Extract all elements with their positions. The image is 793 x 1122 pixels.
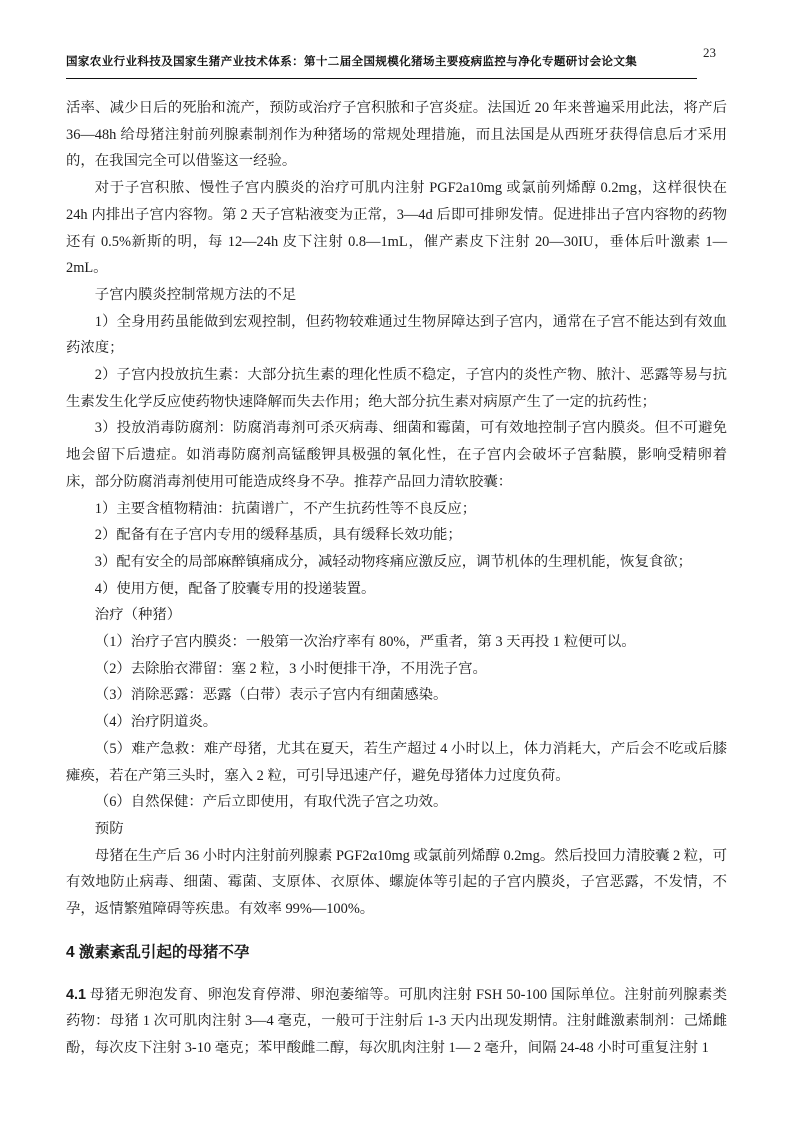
subsection-number: 4.1 (66, 986, 87, 1003)
paragraph-prevention-title: 预防 (94, 820, 124, 837)
header-rule (66, 78, 697, 79)
paragraph-capsule-feature-1: 1）主要含植物精油：抗菌谱广，不产生抗药性等不良反应； (94, 500, 477, 517)
paragraph-capsule-feature-2: 2）配备有在子宫内专用的缓释基质，具有缓释长效功能； (94, 527, 462, 544)
paragraph-shortcoming-2: 2）子宫内投放抗生素：大部分抗生素的理化性质不稳定，子宫内的炎性产物、脓汁、恶露等易与抗生素发生化学反应使药物快速降解而失去作用；绝大部分抗生素对病原产生了一定的抗药性； (66, 367, 727, 410)
paragraph-shortcomings-title: 子宫内膜炎控制常规方法的不足 (94, 286, 297, 303)
paragraph-treatment-5: （5）难产急救：难产母猪，尤其在夏天，若生产超过 4 小时以上，体力消耗大，产后会不吃或后膝瘫痪，若在产第三头时，塞入 2 粒，可引导迅速产仔，避免母猪体力过度负荷。 (66, 740, 727, 784)
paragraph-pgf2-treatment: 对于子宫积脓、慢性子宫内膜炎的治疗可肌内注射 PGF2a10mg 或氯前列烯醇 0.2mg，这样很快在 24h 内排出子宫内容物。第 2 天子宫粘液变为正常，3—4d 后即可排卵发情。促进排出子宫内容物的药物还有 0.5%新斯的明，每 12—24h 皮下注射 0.8—1mL，催产素皮下注射 20—30IU，垂体后叶激素 1—2mL。 (66, 180, 727, 277)
paragraph-capsule-feature-4: 4）使用方便，配备了胶囊专用的投递装置。 (94, 580, 376, 597)
paragraph-treatment-title: 治疗（种猪） (94, 607, 182, 624)
section-heading-4: 4 激素紊乱引起的母猪不孕 (66, 943, 250, 961)
paragraph-continuation: 活率、减少日后的死胎和流产，预防或治疗子宫积脓和子宫炎症。法国近 20 年来普遍采用此法，将产后 36—48h 给母猪注射前列腺素制剂作为种猪场的常规处理措施，而且法国是从西班牙获得信息后才采用的，在我国完全可以借鉴这一经验。 (66, 100, 727, 170)
paragraph-treatment-3: （3）消除恶露：恶露（白带）表示子宫内有细菌感染。 (94, 687, 448, 704)
paragraph-prevention: 母猪在生产后 36 小时内注射前列腺素 PGF2α10mg 或氯前列烯醇 0.2mg。然后投回力清胶囊 2 粒，可有效地防止病毒、细菌、霉菌、支原体、衣原体、螺旋体等引起的子宫内膜炎，子宫恶露，不发情，不孕，返情繁殖障碍等疾患。有效率 99%—100%。 (66, 847, 727, 918)
paragraph-treatment-2: （2）去除胎衣滞留：塞 2 粒，3 小时便排干净，不用洗子宫。 (94, 660, 487, 677)
subsection-text: 母猪无卵泡发育、卵泡发育停滞、卵泡萎缩等。可肌肉注射 FSH 50-100 国际单位。注射前列腺素类药物：母猪 1 次可肌肉注射 3—4 毫克，一般可于注射后 1-3 天内出现发期情。注射雌激素制剂：己烯雌酚，每次皮下注射 3-10 毫克；苯甲酸雌二醇，每次肌肉注射 1— 2 毫升，间隔 24-48 小时可重复注射 1 (66, 986, 727, 1056)
paragraph-subsection-4-1 (66, 982, 727, 1062)
paragraph-treatment-4: （4）治疗阴道炎。 (94, 714, 218, 731)
running-header-title: 国家农业行业科技及国家生猪产业技术体系：第十二届全国规模化猪场主要疫病监控与净化专题研讨会论文集 (66, 56, 638, 68)
body-text-block (66, 95, 727, 1062)
paragraph-capsule-feature-3: 3）配有安全的局部麻醉镇痛成分，减轻动物疼痛应激反应，调节机体的生理机能，恢复食欲； (94, 553, 693, 570)
paragraph-treatment-6: （6）自然保健：产后立即使用，有取代洗子宫之功效。 (94, 794, 448, 811)
paragraph-treatment-1: （1）治疗子宫内膜炎：一般第一次治疗率有 80%，严重者，第 3 天再投 1 粒便可以。 (94, 634, 636, 651)
paragraph-shortcoming-1: 1）全身用药虽能做到宏观控制，但药物较难通过生物屏障达到子宫内，通常在子宫不能达到有效血药浓度； (66, 313, 727, 357)
paragraph-shortcoming-3: 3）投放消毒防腐剂：防腐消毒剂可杀灭病毒、细菌和霉菌，可有效地控制子宫内膜炎。但不可避免地会留下后遗症。如消毒防腐剂高锰酸钾具极强的氧化性，在子宫内会破坏子宫黏膜，影响受精卵着床，部分防腐消毒剂使用可能造成终身不孕。推荐产品回力清软胶囊： (66, 420, 727, 490)
page-number: 23 (703, 45, 716, 60)
